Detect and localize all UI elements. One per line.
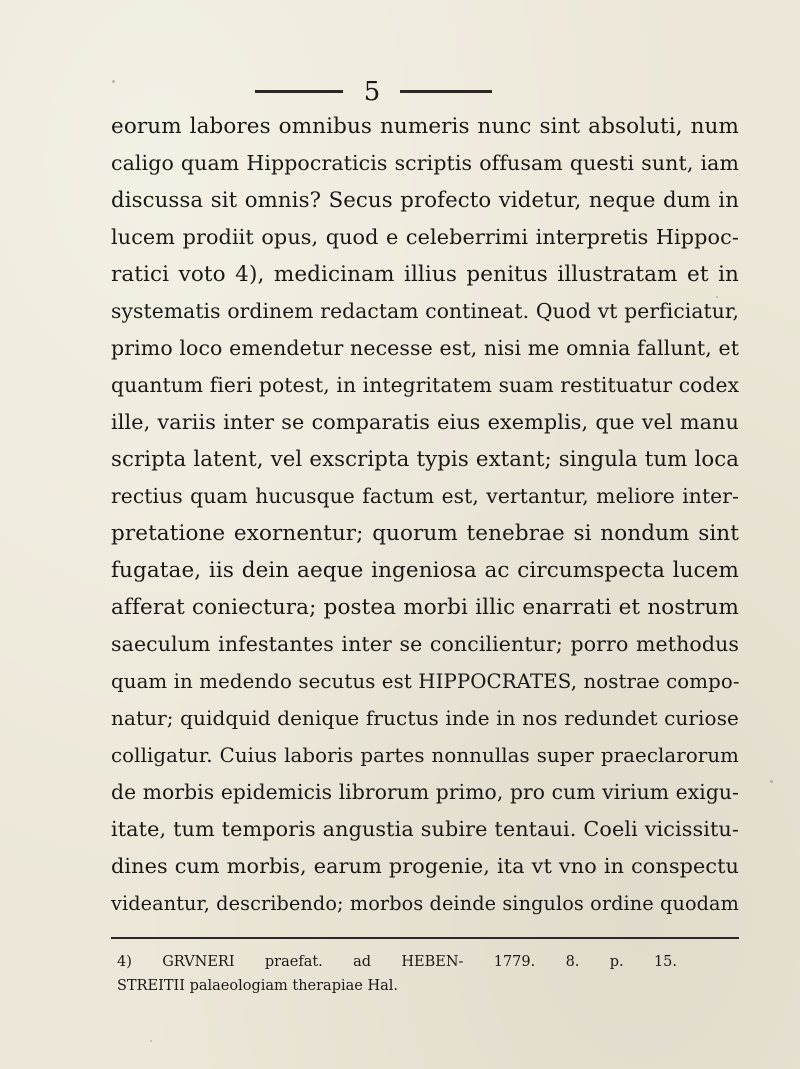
text-line: natur; quidquid denique fructus inde in nos redundet curiose bbox=[111, 706, 739, 730]
text-line: itate, tum temporis angustia subire tentaui. Coeli vicissitu- bbox=[111, 817, 739, 841]
footnote-rule bbox=[111, 937, 739, 939]
text-line: colligatur. Cuius laboris partes nonnullas super praeclarorum bbox=[111, 744, 739, 767]
paper-speck bbox=[112, 80, 115, 83]
footnote-line: STREITII palaeologiam therapiae Hal. bbox=[117, 978, 398, 994]
footnote-line: 4) GRVNERI praefat. ad HEBEN- 1779. 8. p. 15. bbox=[117, 954, 677, 970]
text-line: dines cum morbis, earum progenie, ita vt vno in conspectu bbox=[111, 854, 739, 878]
page-header bbox=[0, 72, 800, 112]
text-line: scripta latent, vel exscripta typis extant; singula tum loca bbox=[111, 447, 739, 472]
text-line: de morbis epidemicis librorum primo, pro cum virium exigu- bbox=[111, 780, 739, 804]
text-line: discussa sit omnis? Secus profecto videtur, neque dum in bbox=[111, 188, 739, 213]
text-line: primo loco emendetur necesse est, nisi me omnia fallunt, et bbox=[111, 336, 740, 360]
text-line: pretatione exornentur; quorum tenebrae si nondum sint bbox=[111, 521, 739, 546]
header-rule-right bbox=[400, 90, 492, 93]
header-rule-left bbox=[255, 90, 343, 93]
text-line: eorum labores omnibus numeris nunc sint absoluti, num bbox=[111, 114, 739, 139]
text-line: quam in medendo secutus est HIPPOCRATES, nostrae compo- bbox=[111, 670, 740, 693]
text-line: saeculum infestantes inter se concilientur; porro methodus bbox=[111, 632, 739, 656]
text-line: videantur, describendo; morbos deinde singulos ordine quodam bbox=[111, 892, 739, 915]
paper-speck bbox=[150, 1040, 152, 1042]
text-line: fugatae, iis dein aeque ingeniosa ac circumspecta lucem bbox=[111, 558, 739, 583]
body-text bbox=[111, 108, 739, 922]
text-line: afferat coniectura; postea morbi illic enarrati et nostrum bbox=[111, 595, 739, 620]
paper-speck bbox=[770, 780, 773, 783]
paper-speck bbox=[716, 296, 718, 298]
text-line: systematis ordinem redactam contineat. Quod vt perficiatur, bbox=[111, 299, 739, 323]
text-line: ratici voto 4), medicinam illius penitus illustratam et in bbox=[111, 262, 739, 287]
text-line: quantum fieri potest, in integritatem suam restituatur codex bbox=[111, 373, 740, 397]
text-line: ille, variis inter se comparatis eius exemplis, que vel manu bbox=[111, 410, 739, 434]
text-line: lucem prodiit opus, quod e celeberrimi interpretis Hippoc- bbox=[111, 225, 739, 249]
text-line: rectius quam hucusque factum est, vertantur, meliore inter- bbox=[111, 484, 739, 508]
footnotes bbox=[117, 950, 677, 998]
page-number: 5 bbox=[363, 77, 381, 107]
text-line: caligo quam Hippocraticis scriptis offusam questi sunt, iam bbox=[111, 151, 739, 175]
